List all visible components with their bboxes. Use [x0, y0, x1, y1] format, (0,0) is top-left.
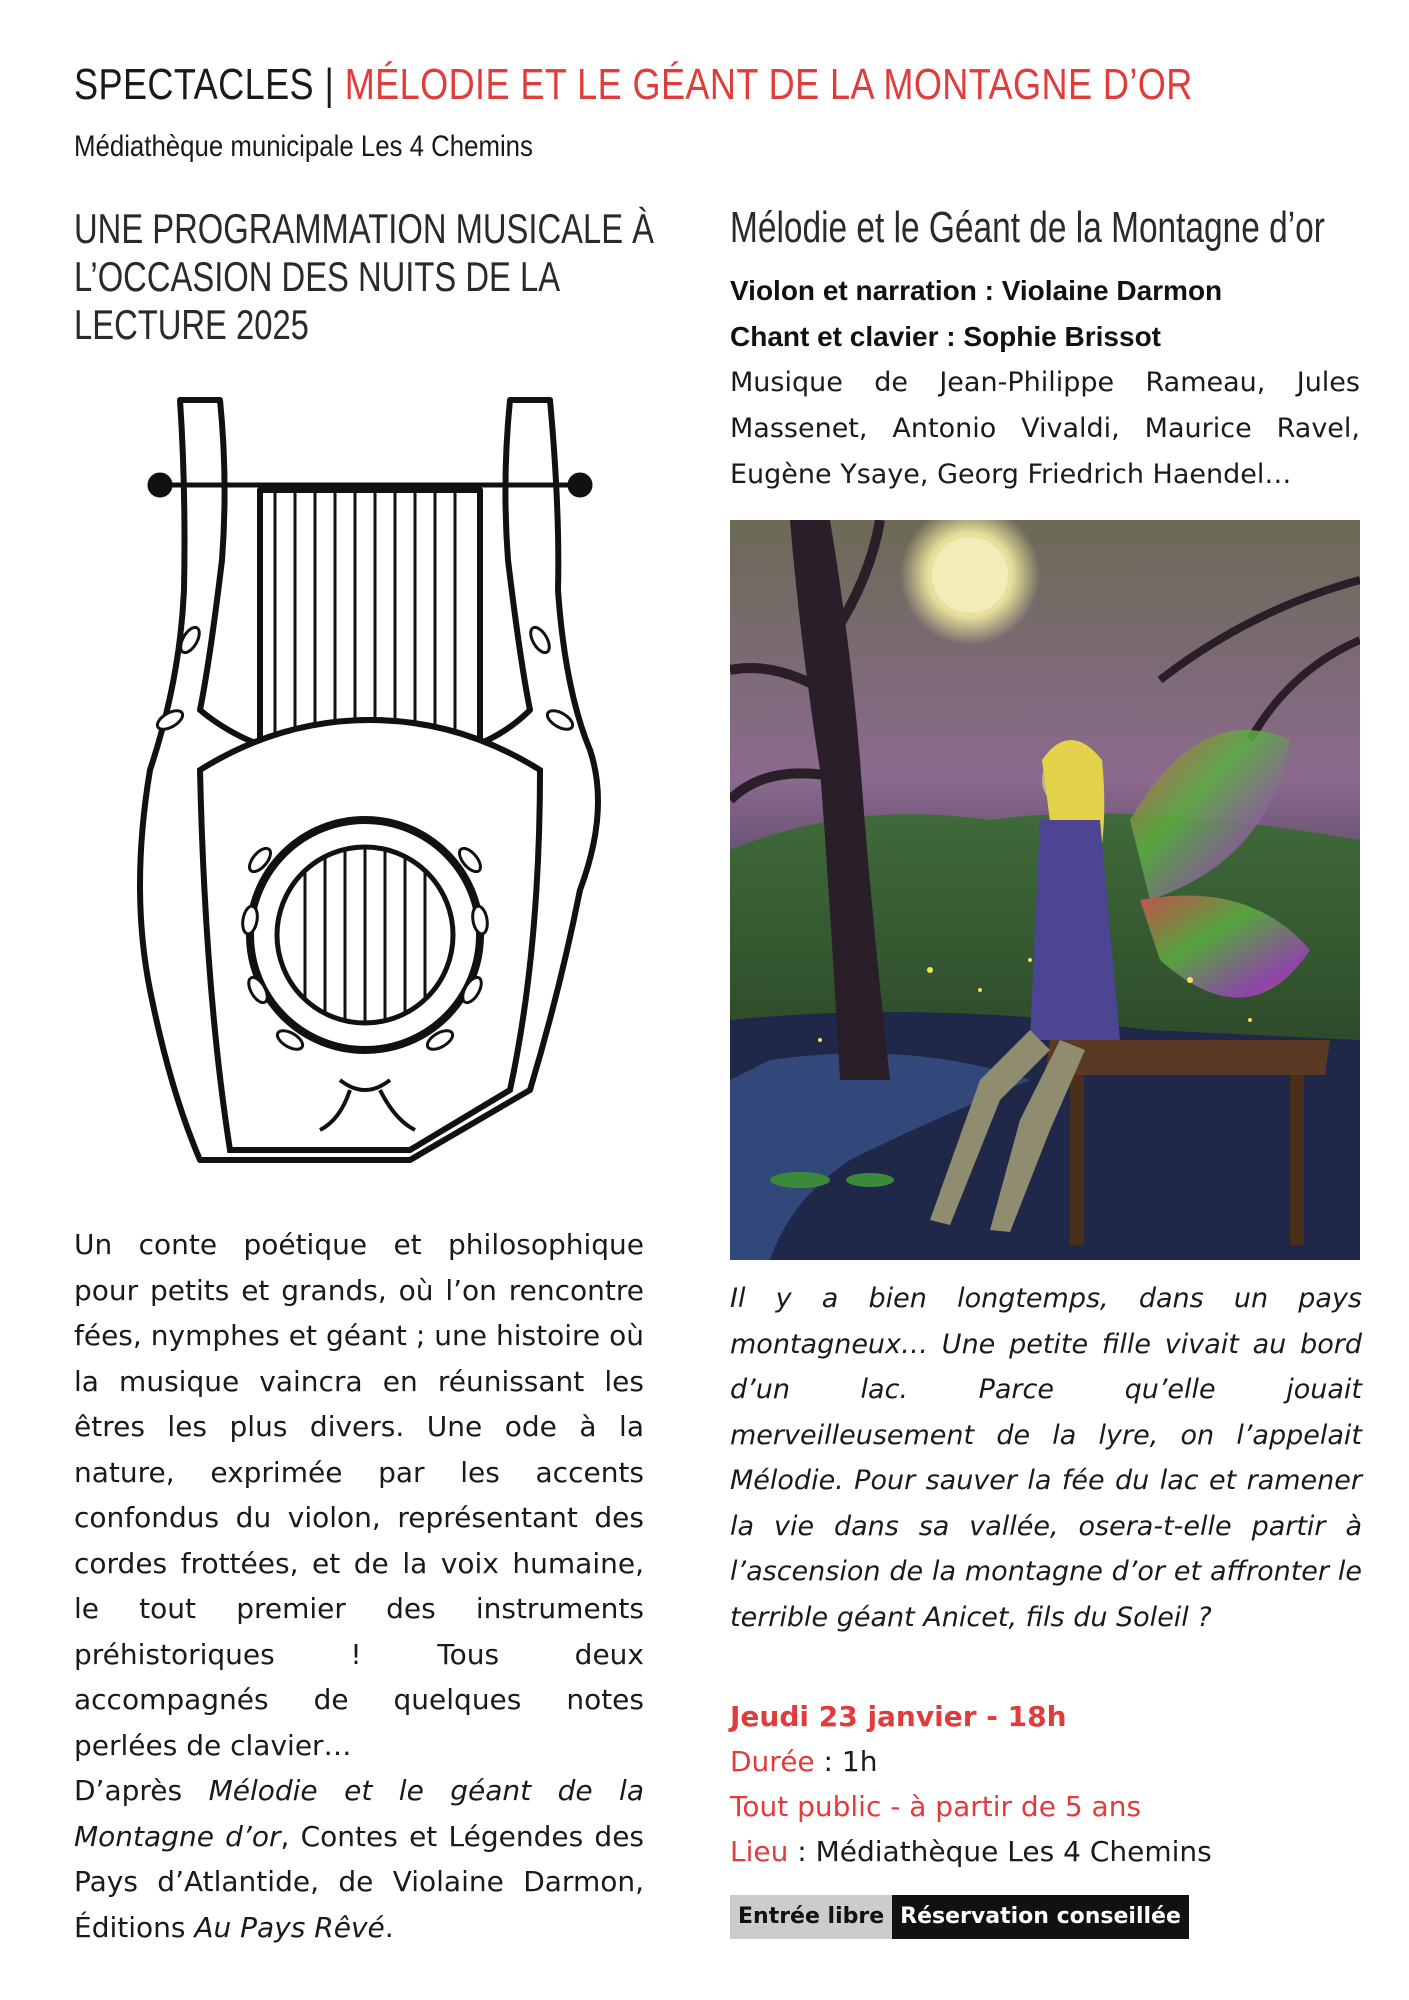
duration-label: Durée [730, 1745, 815, 1778]
page-header [74, 60, 1193, 110]
place-label: Lieu [730, 1835, 789, 1868]
credit-voice: Chant et clavier : Sophie Brissot [730, 321, 1161, 352]
source-publisher: Au Pays Rêvé [194, 1910, 385, 1944]
lyre-illustration [110, 390, 630, 1180]
story-text: Il y a bien longtemps, dans un pays montagneux… Une petite fille vivait au bord d’un lac. Parce qu’elle jouait merveilleusement de la lyre, on l’appelait Mélodie. Pour sauver la fée du lac et ramener la vie dans sa vallée, osera-t-elle partir à l’ascension de la montagne d’or et affronter le terrible géant Anicet, fils du Soleil ? [730, 1283, 1362, 1633]
credit-violin: Violon et narration : Violaine Darmon [730, 275, 1223, 306]
booking-badge: Réservation conseillée [892, 1895, 1189, 1939]
duration-line [730, 1745, 877, 1778]
programme-heading: UNE PROGRAMMATION MUSICALE À L’OCCASION DES NUITS DE LA LECTURE 2025 [74, 205, 655, 348]
source-suffix: . [384, 1910, 394, 1944]
audience-text: Tout public - à partir de 5 ans [730, 1790, 1142, 1823]
event-date: Jeudi 23 janvier - 18h [730, 1700, 1067, 1733]
header-category: SPECTACLES [74, 60, 315, 109]
music-list: Musique de Jean-Philippe Rameau, Jules Massenet, Antonio Vivaldi, Maurice Ravel, Eugène Ysaye, Georg Friedrich Haendel… [730, 367, 1360, 490]
badges [730, 1895, 1189, 1939]
source-paragraph [74, 1768, 644, 1950]
source-middle: , Contes et Légendes des Pays d’Atlantide, de Violaine Darmon, Éditions [74, 1819, 645, 1944]
duration-value: : 1h [814, 1745, 878, 1778]
show-title: Mélodie et le Géant de la Montagne d’or [730, 203, 1325, 252]
description-block [74, 1222, 644, 1950]
free-entry-badge: Entrée libre [730, 1895, 892, 1939]
place-line [730, 1835, 1212, 1868]
fairy-illustration [730, 520, 1360, 1260]
header-title: MÉLODIE ET LE GÉANT DE LA MONTAGNE D’OR [344, 60, 1193, 109]
place-value: : Médiathèque Les 4 Chemins [788, 1835, 1212, 1868]
venue-subtitle: Médiathèque municipale Les 4 Chemins [74, 130, 533, 163]
source-book-title: Mélodie et le géant de la Montagne d’or [74, 1774, 644, 1853]
credits [730, 268, 1360, 360]
audience-line [730, 1790, 1141, 1823]
header-separator: | [314, 60, 345, 109]
description-paragraph: Un conte poétique et philosophique pour petits et grands, où l’on rencontre fées, nymphes et géant ; une histoire où la musique vaincra en réunissant les êtres les plus divers. Une ode à la nature, exprimée par les accents confondus du violon, représentant des cordes frottées, et de la voix humaine, le tout premier des instruments préhistoriques ! Tous deux accompagnés de quelques notes perlées de clavier… [74, 1228, 644, 1762]
source-prefix: D’après [74, 1774, 209, 1807]
